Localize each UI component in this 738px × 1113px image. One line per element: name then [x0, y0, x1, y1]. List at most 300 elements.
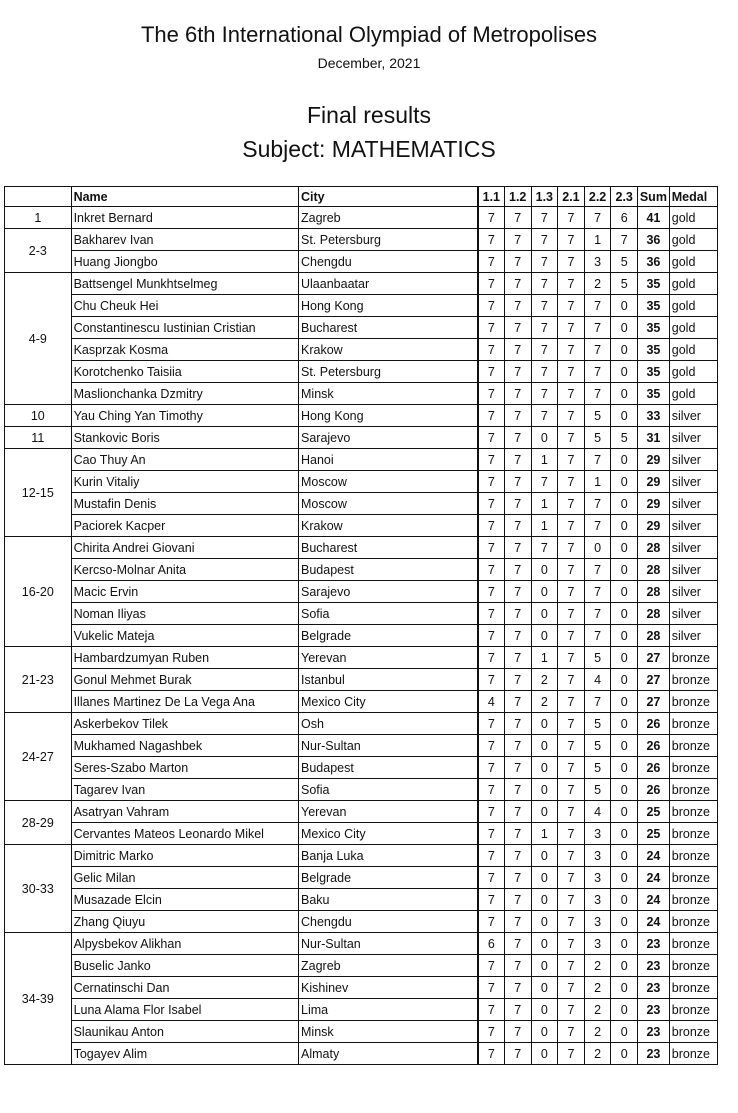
score-cell: 7 [584, 449, 611, 471]
score-cell: 0 [611, 669, 638, 691]
table-row [5, 1021, 718, 1043]
score-cell: 7 [504, 295, 531, 317]
score-cell: 7 [558, 273, 585, 295]
name-cell: Kasprzak Kosma [71, 339, 298, 361]
score-cell: 7 [558, 911, 585, 933]
city-cell: Zagreb [299, 955, 478, 977]
score-cell: 7 [478, 669, 505, 691]
score-cell: 7 [558, 317, 585, 339]
header-rank [5, 187, 72, 207]
score-cell: 7 [558, 449, 585, 471]
medal-cell: silver [669, 559, 717, 581]
name-cell: Korotchenko Taisiia [71, 361, 298, 383]
score-cell: 7 [584, 207, 611, 229]
score-cell: 7 [558, 801, 585, 823]
medal-cell: bronze [669, 1043, 717, 1065]
name-cell: Bakharev Ivan [71, 229, 298, 251]
score-cell: 3 [584, 845, 611, 867]
header-p12: 1.2 [504, 187, 531, 207]
score-cell: 7 [478, 999, 505, 1021]
score-cell: 7 [478, 383, 505, 405]
table-row [5, 669, 718, 691]
score-cell: 7 [504, 867, 531, 889]
city-cell: Baku [299, 889, 478, 911]
sum-cell: 27 [638, 691, 670, 713]
score-cell: 7 [558, 493, 585, 515]
score-cell: 7 [478, 251, 505, 273]
rank-cell: 10 [5, 405, 72, 427]
score-cell: 3 [584, 867, 611, 889]
score-cell: 7 [478, 867, 505, 889]
score-cell: 0 [611, 339, 638, 361]
score-cell: 7 [504, 999, 531, 1021]
header-p21: 2.1 [558, 187, 585, 207]
score-cell: 7 [558, 625, 585, 647]
score-cell: 0 [531, 889, 558, 911]
sum-cell: 36 [638, 251, 670, 273]
score-cell: 7 [531, 229, 558, 251]
city-cell: Nur-Sultan [299, 933, 478, 955]
score-cell: 0 [611, 647, 638, 669]
sum-cell: 35 [638, 273, 670, 295]
score-cell: 7 [558, 757, 585, 779]
city-cell: Sarajevo [299, 581, 478, 603]
sum-cell: 26 [638, 713, 670, 735]
city-cell: Yerevan [299, 647, 478, 669]
sum-cell: 23 [638, 999, 670, 1021]
name-cell: Kurin Vitaliy [71, 471, 298, 493]
score-cell: 7 [558, 383, 585, 405]
header-p22: 2.2 [584, 187, 611, 207]
score-cell: 7 [478, 625, 505, 647]
score-cell: 7 [531, 361, 558, 383]
score-cell: 7 [478, 955, 505, 977]
table-row [5, 383, 718, 405]
name-cell: Cernatinschi Dan [71, 977, 298, 999]
medal-cell: bronze [669, 955, 717, 977]
score-cell: 0 [611, 691, 638, 713]
score-cell: 0 [611, 515, 638, 537]
name-cell: Huang Jiongbo [71, 251, 298, 273]
sum-cell: 28 [638, 625, 670, 647]
city-cell: Budapest [299, 757, 478, 779]
results-heading: Final results [307, 102, 431, 128]
score-cell: 7 [558, 713, 585, 735]
table-row [5, 933, 718, 955]
score-cell: 0 [611, 295, 638, 317]
score-cell: 7 [558, 845, 585, 867]
sum-cell: 28 [638, 581, 670, 603]
score-cell: 7 [558, 207, 585, 229]
score-cell: 7 [478, 273, 505, 295]
header-sum: Sum [638, 187, 670, 207]
medal-cell: bronze [669, 713, 717, 735]
city-cell: St. Petersburg [299, 229, 478, 251]
score-cell: 0 [611, 779, 638, 801]
score-cell: 7 [478, 603, 505, 625]
score-cell: 7 [504, 845, 531, 867]
table-row [5, 207, 718, 229]
medal-cell: silver [669, 427, 717, 449]
score-cell: 7 [558, 669, 585, 691]
name-cell: Luna Alama Flor Isabel [71, 999, 298, 1021]
sum-cell: 28 [638, 559, 670, 581]
sum-cell: 29 [638, 515, 670, 537]
table-row [5, 515, 718, 537]
sum-cell: 23 [638, 1021, 670, 1043]
score-cell: 7 [478, 537, 505, 559]
sum-cell: 35 [638, 295, 670, 317]
city-cell: Sofia [299, 603, 478, 625]
sum-cell: 35 [638, 361, 670, 383]
city-cell: Minsk [299, 1021, 478, 1043]
city-cell: Chengdu [299, 251, 478, 273]
city-cell: Mexico City [299, 691, 478, 713]
sum-cell: 23 [638, 955, 670, 977]
rank-cell: 34-39 [5, 933, 72, 1065]
medal-cell: gold [669, 361, 717, 383]
score-cell: 7 [478, 911, 505, 933]
score-cell: 0 [531, 625, 558, 647]
olympiad-date: December, 2021 [317, 55, 421, 71]
score-cell: 0 [611, 977, 638, 999]
name-cell: Musazade Elcin [71, 889, 298, 911]
header-p13: 1.3 [531, 187, 558, 207]
table-row [5, 845, 718, 867]
score-cell: 7 [478, 229, 505, 251]
name-cell: Buselic Janko [71, 955, 298, 977]
sum-cell: 24 [638, 845, 670, 867]
city-cell: Lima [299, 999, 478, 1021]
score-cell: 0 [531, 427, 558, 449]
name-cell: Stankovic Boris [71, 427, 298, 449]
score-cell: 7 [558, 647, 585, 669]
rank-cell: 21-23 [5, 647, 72, 713]
score-cell: 7 [504, 779, 531, 801]
score-cell: 0 [611, 1021, 638, 1043]
table-row [5, 691, 718, 713]
score-cell: 0 [611, 845, 638, 867]
score-cell: 7 [478, 317, 505, 339]
score-cell: 0 [611, 603, 638, 625]
score-cell: 7 [504, 493, 531, 515]
sum-cell: 35 [638, 383, 670, 405]
score-cell: 5 [584, 757, 611, 779]
score-cell: 5 [584, 405, 611, 427]
score-cell: 0 [611, 581, 638, 603]
city-cell: Bucharest [299, 317, 478, 339]
medal-cell: bronze [669, 933, 717, 955]
score-cell: 7 [584, 295, 611, 317]
table-row [5, 295, 718, 317]
name-cell: Mukhamed Nagashbek [71, 735, 298, 757]
score-cell: 7 [558, 537, 585, 559]
score-cell: 1 [584, 229, 611, 251]
score-cell: 7 [584, 493, 611, 515]
city-cell: Kishinev [299, 977, 478, 999]
table-row [5, 317, 718, 339]
score-cell: 5 [611, 273, 638, 295]
city-cell: Krakow [299, 515, 478, 537]
score-cell: 1 [531, 449, 558, 471]
score-cell: 7 [478, 493, 505, 515]
table-row [5, 713, 718, 735]
score-cell: 0 [611, 757, 638, 779]
table-row [5, 823, 718, 845]
medal-cell: bronze [669, 911, 717, 933]
table-row [5, 427, 718, 449]
table-row [5, 999, 718, 1021]
score-cell: 7 [504, 427, 531, 449]
score-cell: 7 [504, 317, 531, 339]
score-cell: 0 [611, 801, 638, 823]
olympiad-title: The 6th International Olympiad of Metropolises [140, 22, 598, 47]
score-cell: 7 [558, 295, 585, 317]
score-cell: 0 [611, 405, 638, 427]
score-cell: 7 [558, 559, 585, 581]
score-cell: 5 [584, 647, 611, 669]
score-cell: 7 [558, 581, 585, 603]
table-row [5, 603, 718, 625]
table-row [5, 537, 718, 559]
name-cell: Illanes Martinez De La Vega Ana [71, 691, 298, 713]
city-cell: Belgrade [299, 625, 478, 647]
name-cell: Paciorek Kacper [71, 515, 298, 537]
table-row [5, 889, 718, 911]
name-cell: Vukelic Mateja [71, 625, 298, 647]
medal-cell: bronze [669, 735, 717, 757]
header-city: City [299, 187, 478, 207]
score-cell: 7 [584, 317, 611, 339]
medal-cell: gold [669, 273, 717, 295]
medal-cell: bronze [669, 999, 717, 1021]
score-cell: 2 [584, 1043, 611, 1065]
city-cell: St. Petersburg [299, 361, 478, 383]
sum-cell: 26 [638, 735, 670, 757]
score-cell: 7 [531, 383, 558, 405]
score-cell: 0 [531, 603, 558, 625]
sum-cell: 24 [638, 889, 670, 911]
score-cell: 0 [531, 955, 558, 977]
score-cell: 7 [558, 999, 585, 1021]
table-row [5, 471, 718, 493]
score-cell: 7 [504, 383, 531, 405]
medal-cell: silver [669, 471, 717, 493]
score-cell: 0 [531, 757, 558, 779]
table-row [5, 867, 718, 889]
sum-cell: 24 [638, 911, 670, 933]
score-cell: 7 [504, 735, 531, 757]
city-cell: Hanoi [299, 449, 478, 471]
name-cell: Chirita Andrei Giovani [71, 537, 298, 559]
score-cell: 5 [584, 735, 611, 757]
score-cell: 7 [558, 339, 585, 361]
medal-cell: bronze [669, 977, 717, 999]
medal-cell: bronze [669, 779, 717, 801]
score-cell: 0 [611, 999, 638, 1021]
name-cell: Dimitric Marko [71, 845, 298, 867]
score-cell: 7 [558, 515, 585, 537]
score-cell: 7 [478, 977, 505, 999]
score-cell: 0 [611, 559, 638, 581]
score-cell: 1 [584, 471, 611, 493]
score-cell: 0 [531, 581, 558, 603]
sum-cell: 41 [638, 207, 670, 229]
score-cell: 7 [478, 405, 505, 427]
medal-cell: silver [669, 625, 717, 647]
score-cell: 7 [584, 625, 611, 647]
score-cell: 0 [611, 361, 638, 383]
score-cell: 0 [531, 713, 558, 735]
medal-cell: bronze [669, 801, 717, 823]
score-cell: 0 [611, 317, 638, 339]
score-cell: 0 [611, 537, 638, 559]
table-row [5, 405, 718, 427]
table-row [5, 625, 718, 647]
name-cell: Inkret Bernard [71, 207, 298, 229]
score-cell: 2 [584, 955, 611, 977]
sum-cell: 23 [638, 1043, 670, 1065]
table-row [5, 229, 718, 251]
rank-cell: 4-9 [5, 273, 72, 405]
score-cell: 7 [584, 691, 611, 713]
score-cell: 7 [558, 867, 585, 889]
score-cell: 0 [611, 955, 638, 977]
sum-cell: 24 [638, 867, 670, 889]
score-cell: 7 [504, 823, 531, 845]
score-cell: 7 [504, 229, 531, 251]
score-cell: 7 [504, 515, 531, 537]
score-cell: 7 [504, 559, 531, 581]
score-cell: 7 [504, 471, 531, 493]
score-cell: 0 [531, 867, 558, 889]
score-cell: 7 [531, 339, 558, 361]
score-cell: 4 [478, 691, 505, 713]
score-cell: 0 [611, 625, 638, 647]
city-cell: Ulaanbaatar [299, 273, 478, 295]
score-cell: 7 [478, 735, 505, 757]
city-cell: Yerevan [299, 801, 478, 823]
city-cell: Moscow [299, 471, 478, 493]
header-p23: 2.3 [611, 187, 638, 207]
score-cell: 7 [531, 537, 558, 559]
score-cell: 7 [558, 405, 585, 427]
score-cell: 7 [504, 339, 531, 361]
rank-cell: 2-3 [5, 229, 72, 273]
score-cell: 7 [504, 801, 531, 823]
score-cell: 7 [558, 1043, 585, 1065]
score-cell: 7 [504, 1021, 531, 1043]
medal-cell: bronze [669, 845, 717, 867]
sum-cell: 31 [638, 427, 670, 449]
sum-cell: 33 [638, 405, 670, 427]
rank-cell: 11 [5, 427, 72, 449]
table-row [5, 977, 718, 999]
score-cell: 4 [584, 669, 611, 691]
name-cell: Slaunikau Anton [71, 1021, 298, 1043]
table-row [5, 911, 718, 933]
city-cell: Banja Luka [299, 845, 478, 867]
name-cell: Maslionchanka Dzmitry [71, 383, 298, 405]
score-cell: 7 [584, 559, 611, 581]
sum-cell: 26 [638, 779, 670, 801]
score-cell: 7 [504, 449, 531, 471]
city-cell: Minsk [299, 383, 478, 405]
score-cell: 0 [611, 713, 638, 735]
score-cell: 7 [478, 713, 505, 735]
city-cell: Moscow [299, 493, 478, 515]
table-row [5, 273, 718, 295]
table-row [5, 361, 718, 383]
medal-cell: gold [669, 295, 717, 317]
score-cell: 0 [531, 779, 558, 801]
name-cell: Cervantes Mateos Leonardo Mikel [71, 823, 298, 845]
score-cell: 7 [478, 647, 505, 669]
score-cell: 7 [584, 339, 611, 361]
name-cell: Kercso-Molnar Anita [71, 559, 298, 581]
header-name: Name [71, 187, 298, 207]
city-cell: Budapest [299, 559, 478, 581]
sum-cell: 35 [638, 317, 670, 339]
score-cell: 7 [558, 427, 585, 449]
table-row [5, 1043, 718, 1065]
rank-cell: 28-29 [5, 801, 72, 845]
score-cell: 1 [531, 515, 558, 537]
score-cell: 7 [531, 295, 558, 317]
score-cell: 0 [611, 911, 638, 933]
score-cell: 0 [531, 933, 558, 955]
results-table [4, 186, 718, 1065]
score-cell: 3 [584, 889, 611, 911]
rank-cell: 1 [5, 207, 72, 229]
city-cell: Sarajevo [299, 427, 478, 449]
score-cell: 7 [478, 339, 505, 361]
score-cell: 0 [611, 1043, 638, 1065]
medal-cell: gold [669, 251, 717, 273]
score-cell: 7 [478, 757, 505, 779]
score-cell: 0 [531, 735, 558, 757]
score-cell: 7 [558, 889, 585, 911]
sum-cell: 25 [638, 801, 670, 823]
score-cell: 0 [611, 823, 638, 845]
sum-cell: 28 [638, 537, 670, 559]
score-cell: 7 [504, 207, 531, 229]
score-cell: 0 [531, 999, 558, 1021]
name-cell: Gelic Milan [71, 867, 298, 889]
sum-cell: 23 [638, 933, 670, 955]
table-row [5, 955, 718, 977]
score-cell: 7 [504, 361, 531, 383]
score-cell: 7 [531, 207, 558, 229]
score-cell: 0 [611, 471, 638, 493]
name-cell: Askerbekov Tilek [71, 713, 298, 735]
score-cell: 7 [478, 889, 505, 911]
score-cell: 0 [531, 911, 558, 933]
sum-cell: 26 [638, 757, 670, 779]
score-cell: 7 [584, 383, 611, 405]
table-row [5, 493, 718, 515]
score-cell: 0 [611, 383, 638, 405]
name-cell: Macic Ervin [71, 581, 298, 603]
medal-cell: silver [669, 493, 717, 515]
score-cell: 7 [478, 449, 505, 471]
sum-cell: 36 [638, 229, 670, 251]
medal-cell: bronze [669, 1021, 717, 1043]
medal-cell: gold [669, 229, 717, 251]
score-cell: 1 [531, 823, 558, 845]
score-cell: 7 [478, 1043, 505, 1065]
score-cell: 5 [611, 251, 638, 273]
